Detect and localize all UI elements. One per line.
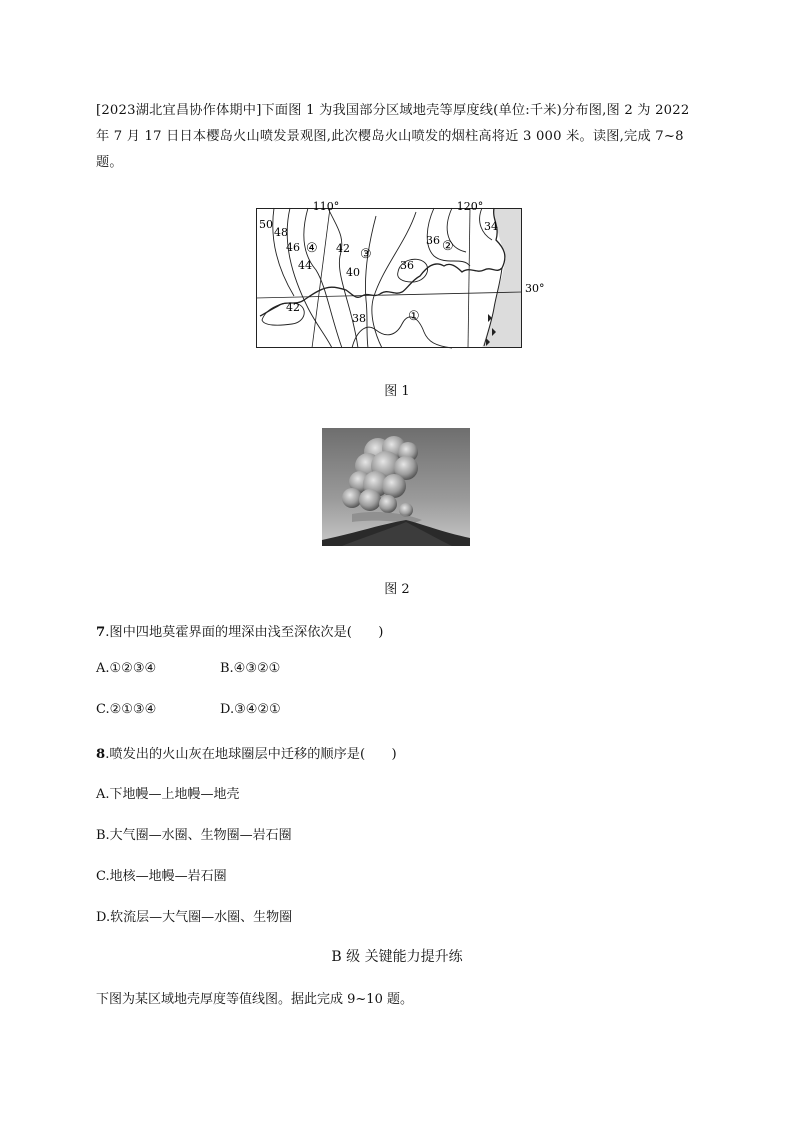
site-label-4: ④ [306,241,318,256]
contour-label-46: 46 [286,241,300,254]
lon-label-120: 120° [456,200,484,213]
question-8-option-c[interactable]: C.地核—地幔—岩石圈 [96,869,227,884]
contour-label-36: 36 [426,234,440,247]
contour-label-48: 48 [274,226,288,239]
site-label-2: ② [442,239,454,254]
contour-label-50: 50 [259,218,273,231]
question-7-option-d[interactable]: D.③④②① [220,702,281,717]
lat-label-30: 30° [525,282,545,295]
question-7-number: 7 [96,625,106,640]
figure-2-caption: 图 2 [384,582,410,597]
question-8-number: 8 [96,747,106,762]
section-title: B 级 关键能力提升练 [331,949,463,965]
contour-label-42: 42 [336,242,350,255]
contour-label-44: 44 [298,259,312,272]
intro-line-2: 年 7 月 17 日日本樱岛火山喷发景观图,此次樱岛火山喷发的烟柱高将近 3 000 米。读图,完成 7~8 [96,129,684,144]
question-8-option-a[interactable]: A.下地幔—上地幔—地壳 [96,787,240,802]
figure-1-caption: 图 1 [384,384,410,399]
question-8-option-b[interactable]: B.大气圈—水圈、生物圈—岩石圈 [96,828,292,843]
question-7-option-a[interactable]: A.①②③④ [96,661,157,676]
contour-label-38: 38 [352,312,366,325]
site-label-1: ① [408,309,420,324]
contour-label-34: 34 [484,220,498,233]
intro-line-3: 题。 [96,155,123,170]
question-8-stem [96,743,397,762]
question-8-text: .喷发出的火山灰在地球圈层中迁移的顺序是( ) [105,747,397,762]
question-7-text: .图中四地莫霍界面的埋深由浅至深依次是( ) [105,625,384,640]
site-label-3: ③ [360,247,372,262]
question-8-option-d[interactable]: D.软流层—大气圈—水圈、生物圈 [96,910,293,925]
figure-2-volcano-photo [322,428,470,546]
figure-1-map [256,196,546,356]
question-7-option-b[interactable]: B.④③②① [220,661,281,676]
intro-line-1: [2023湖北宜昌协作体期中]下面图 1 为我国部分区域地壳等厚度线(单位:千米)分布图,图 2 为 2022 [96,103,690,118]
intro-paragraph [96,98,704,176]
contour-label-40: 40 [346,266,360,279]
contour-label-36-loop: 36 [400,259,414,272]
lon-label-110: 110° [312,200,340,213]
contour-label-42-loop: 42 [286,301,300,314]
question-7-option-c[interactable]: C.②①③④ [96,702,157,717]
question-7-stem [96,621,383,640]
next-question-intro: 下图为某区域地壳厚度等值线图。据此完成 9~10 题。 [96,992,413,1007]
